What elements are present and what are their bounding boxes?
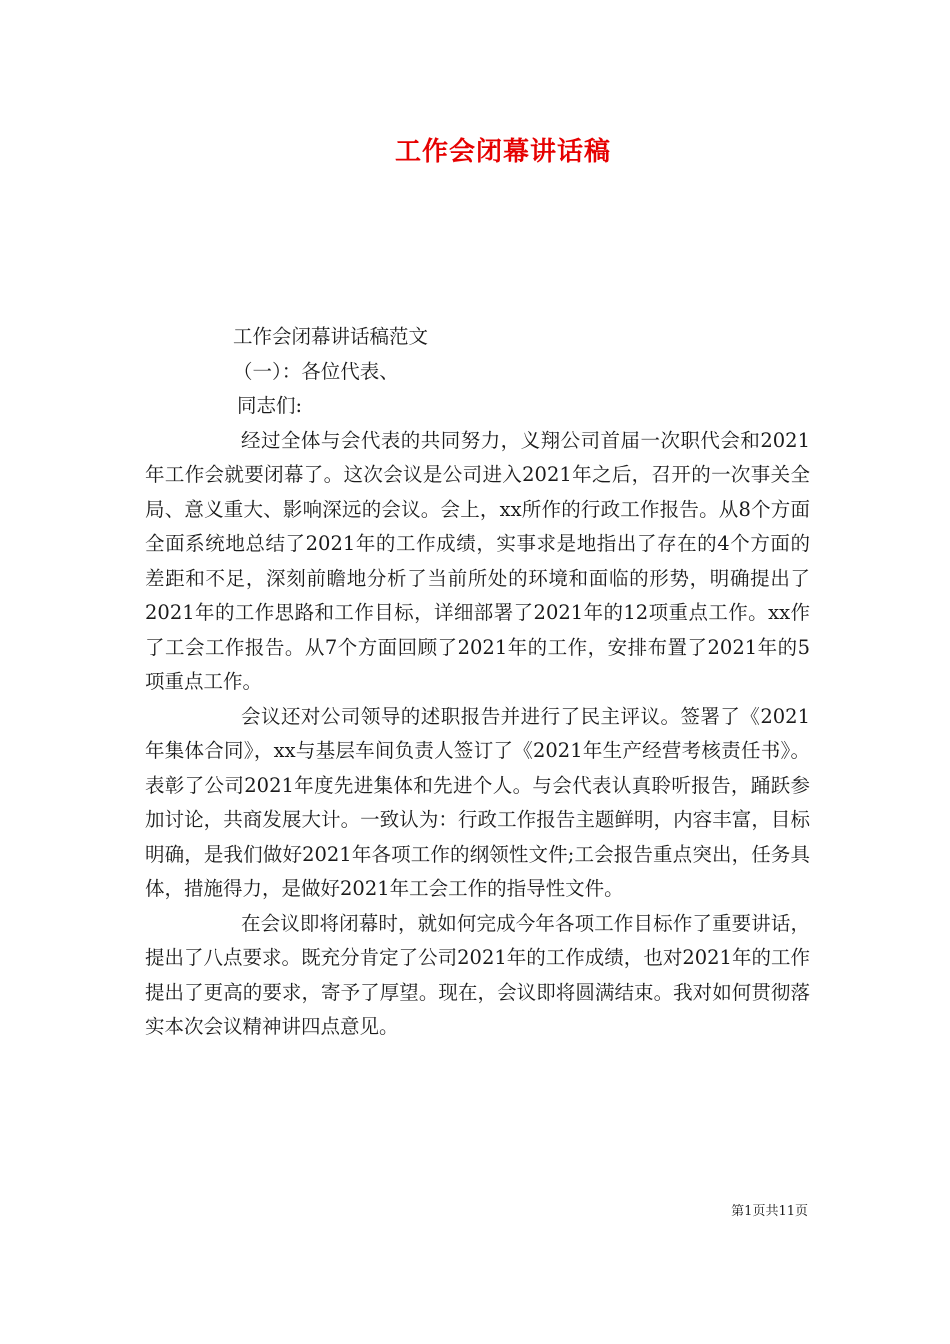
- section-heading: （一）：各位代表、: [233, 359, 399, 383]
- document-body: [145, 320, 810, 1045]
- subtitle: 工作会闭幕讲话稿范文: [233, 325, 429, 348]
- paragraph-1: 经过全体与会代表的共同努力，义翔公司首届一次职代会和2021年工作会就要闭幕了。这次会议是公司进入2021年之后，召开的一次事关全局、意义重大、影响深远的会议。会上，xx所作的行政工作报告。从8个方面全面系统地总结了2021年的工作成绩，实事求是地指出了存在的4个方面的差距和不足，深刻前瞻地分析了当前所处的环境和面临的形势，明确提出了2021年的工作思路和工作目标，详细部署了2021年的12项重点工作。xx作了工会工作报告。从7个方面回顾了2021年的工作，安排布置了2021年的5项重点工作。: [145, 428, 810, 693]
- page-title: 工作会闭幕讲话稿: [394, 137, 611, 167]
- paragraph-3: 在会议即将闭幕时，就如何完成今年各项工作目标作了重要讲话，提出了八点要求。既充分肯定了公司2021年的工作成绩，也对2021年的工作提出了更高的要求，寄予了厚望。现在，会议即将圆满结束。我对如何贯彻落实本次会议精神讲四点意见。: [145, 911, 810, 1038]
- paragraph-2: 会议还对公司领导的述职报告并进行了民主评议。签署了《2021年集体合同》，xx与基层车间负责人签订了《2021年生产经营考核责任书》。表彰了公司2021年度先进集体和先进个人。与会代表认真聆听报告，踊跃参加讨论，共商发展大计。一致认为：行政工作报告主题鲜明，内容丰富，目标明确，是我们做好2021年各项工作的纲领性文件;工会报告重点突出，任务具体，措施得力，是做好2021年工会工作的指导性文件。: [145, 704, 810, 900]
- salutation: 同志们:: [237, 394, 303, 417]
- page-number-footer: 第1页共11页: [731, 1204, 808, 1219]
